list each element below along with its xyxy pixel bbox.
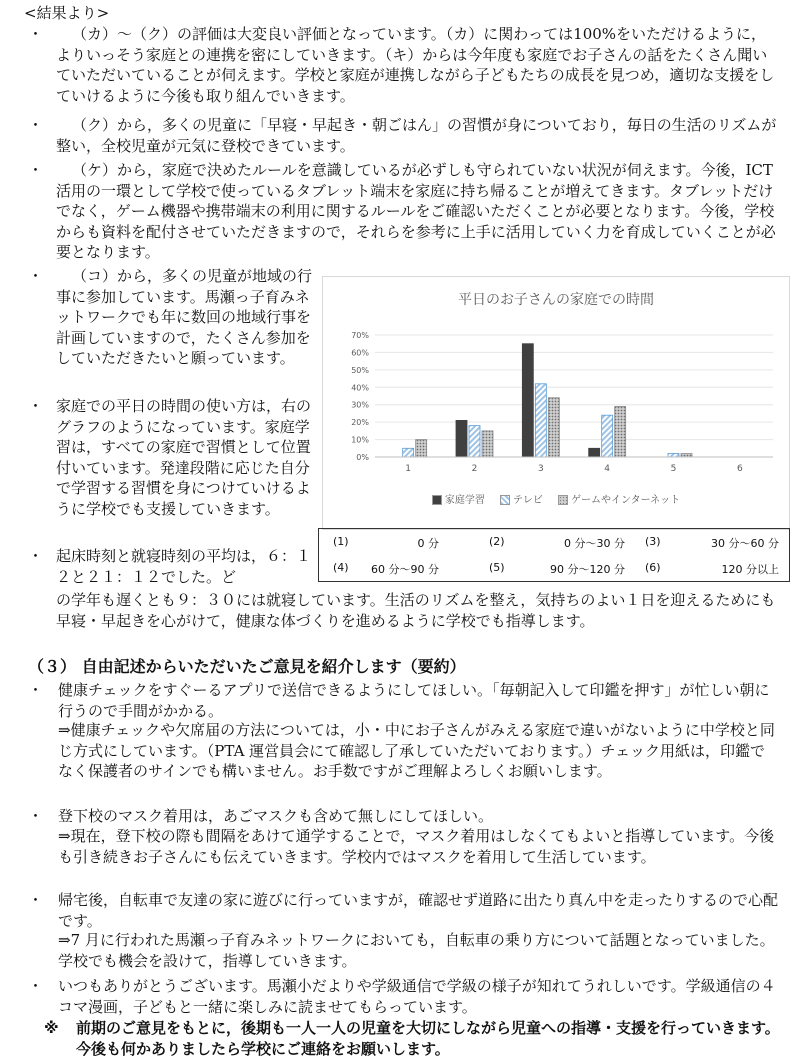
bullet-mark: ・ <box>28 547 44 565</box>
note-mark: ※ <box>44 1019 59 1037</box>
chart-title: 平日のお子さんの家庭での時間 <box>458 292 654 308</box>
opinion-text: 登下校のマスク着用は，あごマスクも含めて無しにしてほしい。 <box>58 807 494 825</box>
range-code: (1) <box>333 535 349 548</box>
bullet-sleep <box>28 546 320 590</box>
legend-item <box>432 491 485 506</box>
legend-label: ゲームやインターネット <box>571 495 681 506</box>
note-text: 前期のご意見をもとに，後期も一人一人の児童を大切にしながら児童への指導・支援を行っていきます。今後も何かありましたら学校にご連絡をお願いします。 <box>76 1019 780 1058</box>
bullet-mark: ・ <box>28 891 44 909</box>
range-label: 0 分 <box>417 537 439 550</box>
y-tick-label: 60% <box>351 348 369 358</box>
legend-swatch <box>432 495 442 505</box>
results-heading: <結果より> <box>24 4 110 22</box>
x-tick-label: 4 <box>604 464 611 474</box>
bullet-text: （コ）から，多くの児童が地域の行事に参加しています。馬瀬っ子育みネットワークでも年に数回の地域行事を計画していますので，たくさん参加をしていただきたいと願っています。 <box>56 267 313 367</box>
opinion-text: いつもありがとうございます。馬瀬小だよりや学級通信で学級の様子が知れてうれしいです。学級通信の４コマ漫画，子どもと一緒に楽しみに読ませてもらっています。 <box>58 977 776 1016</box>
bar-1-cat-4 <box>589 448 600 457</box>
time-chart <box>322 276 790 530</box>
bullet-mark: ・ <box>28 25 44 43</box>
y-tick-label: 0% <box>356 453 369 462</box>
bullet-sleep-continued: の学年も遅くとも９：３０には就寝しています。生活のリズムを整え，気持ちのよい１日を迎えるためにも早寝・早起きを心がけて，健康な体づくりを進めるように学校でも指導します。 <box>56 591 776 630</box>
table-row <box>319 529 789 555</box>
opinion-item <box>28 890 780 974</box>
bullet-ke <box>28 160 780 266</box>
bullet-mark: ・ <box>28 397 44 415</box>
y-tick-label: 50% <box>351 365 369 375</box>
y-tick-label: 20% <box>351 418 369 428</box>
bar-2-cat-2 <box>469 426 480 457</box>
bar-2-cat-1 <box>403 448 414 457</box>
opinion-answer: ⇒現在，登下校の際も間隔をあけて通学することで，マスク着用はしなくてもよいと指導しています。今後も引き続きお子さんにも伝えていきます。学校内ではマスクを着用して生活しています。 <box>58 827 775 866</box>
y-tick-label: 40% <box>351 383 369 393</box>
opinion-item <box>28 806 780 890</box>
bar-2-cat-4 <box>602 415 613 457</box>
bullet-mark: ・ <box>28 807 44 825</box>
bar-1-cat-3 <box>522 344 533 457</box>
bullet-mark: ・ <box>28 681 44 699</box>
legend-swatch <box>500 495 510 505</box>
free-comments-heading: （３） 自由記述からいただいたご意見を紹介します（要約） <box>28 657 466 676</box>
range-code: (5) <box>489 561 505 574</box>
bullet-text: （ク）から，多くの児童に「早寝・早起き・朝ごはん」の習慣が身についており，毎日の生活のリズムが整い，全校児童が元気に登校できています。 <box>56 116 777 155</box>
bar-2-cat-5 <box>668 454 679 457</box>
legend-label: 家庭学習 <box>444 495 485 506</box>
y-tick-label: 70% <box>351 331 369 340</box>
bullet-text: 家庭での平日の時間の使い方は，右のグラフのようになっています。家庭学習は，すべての家庭で習慣として位置付いています。発達段階に応じた自分で学習する習慣を身につけていけるように学校でも支援していきます。 <box>56 397 312 518</box>
range-code: (2) <box>489 535 505 548</box>
bullet-ku <box>28 115 780 159</box>
bar-3-cat-5 <box>681 454 692 457</box>
x-tick-label: 1 <box>405 464 412 474</box>
bullet-time-usage <box>28 396 320 544</box>
table-row <box>319 555 789 581</box>
x-tick-label: 5 <box>670 464 677 474</box>
x-tick-label: 6 <box>736 464 743 474</box>
range-label: 60 分～90 分 <box>371 563 439 576</box>
bar-3-cat-4 <box>615 406 626 457</box>
opinion-answer: ⇒健康チェックや欠席届の方法については，小・中にお子さんがみえる家庭で違いがないように中学校と同じ方式にしています。（PTA 運営員会にて確認し了承していただいております。）チェック用紙は，印鑑でなく保護者のサインでも構いません。お手数ですがご理解よろしくお願いします。 <box>58 721 775 780</box>
bullet-mark: ・ <box>28 116 44 134</box>
bar-3-cat-1 <box>416 440 427 457</box>
opinion-item <box>28 976 780 1018</box>
opinion-text: 帰宅後，自転車で友達の家に遊びに行っていますが，確認せず道路に出たり真ん中を走ったりするので心配です。 <box>58 891 779 930</box>
range-code: (6) <box>645 561 661 574</box>
x-tick-label: 3 <box>537 464 544 474</box>
bar-1-cat-2 <box>456 420 467 457</box>
chart-legend <box>323 491 789 506</box>
range-label: 30 分～60 分 <box>711 537 779 550</box>
bullet-ko <box>28 266 320 394</box>
range-code: (4) <box>333 561 349 574</box>
bullet-text: （カ）～（ク）の評価は大変良い評価となっています。（カ）に関わっては100%をいただけるように，よりいっそう家庭との連携を密にしていきます。（キ）からは今年度も家庭でお子さんの話をたくさん聞いていただいていることが伺えます。学校と家庭が連携しながら子どもたちの成長を見つめ，適切な支援をしていけるように今後も取り組んでいきます。 <box>56 25 775 105</box>
bar-3-cat-3 <box>548 398 559 457</box>
legend-swatch <box>558 495 568 505</box>
opinion-item <box>28 680 780 802</box>
opinion-text: 健康チェックをすぐーるアプリで送信できるようにしてほしい。「毎朝記入して印鑑を押す」が忙しい朝に行うので手間がかかる。 <box>58 681 770 720</box>
range-code: (3) <box>645 535 661 548</box>
legend-item <box>558 491 680 506</box>
range-label: 0 分～30 分 <box>564 537 625 550</box>
bullet-mark: ・ <box>28 977 44 995</box>
y-tick-label: 30% <box>351 400 369 410</box>
x-tick-label: 2 <box>471 464 478 474</box>
bar-3-cat-2 <box>482 431 493 457</box>
bar-2-cat-3 <box>535 384 546 457</box>
y-tick-label: 10% <box>351 435 369 445</box>
bullet-text: 起床時刻と就寝時刻の平均は，６：１２と２１：１２でした。ど <box>56 547 312 586</box>
bullet-ka-ku <box>28 24 780 112</box>
bullet-text: （ケ）から，家庭で決めたルールを意識しているが必ずしも守られていない状況が伺えます。今後，ICT 活用の一環として学校で使っているタブレット端末を家庭に持ち帰ることが増えてきます。タブレットだけでなく，ゲーム機器や携帯端末の利用に関するルールをご確認いただくことが必要となります。今後，学校からも資料を配付させていただきますので，それらを参考に上手に活用していく力を育成していくことが必要となります。 <box>56 161 776 261</box>
range-label: 120 分以上 <box>721 563 779 576</box>
opinion-answer: ⇒7 月に行われた馬瀬っ子育みネットワークにおいても，自転車の乗り方について話題となっていました。学校でも機会を設けて，指導していきます。 <box>58 931 775 970</box>
legend-label: テレビ <box>513 495 543 506</box>
range-label: 90 分～120 分 <box>550 563 625 576</box>
bullet-mark: ・ <box>28 267 44 285</box>
legend-item <box>500 491 543 506</box>
bullet-mark: ・ <box>28 161 44 179</box>
time-range-table <box>318 528 790 582</box>
